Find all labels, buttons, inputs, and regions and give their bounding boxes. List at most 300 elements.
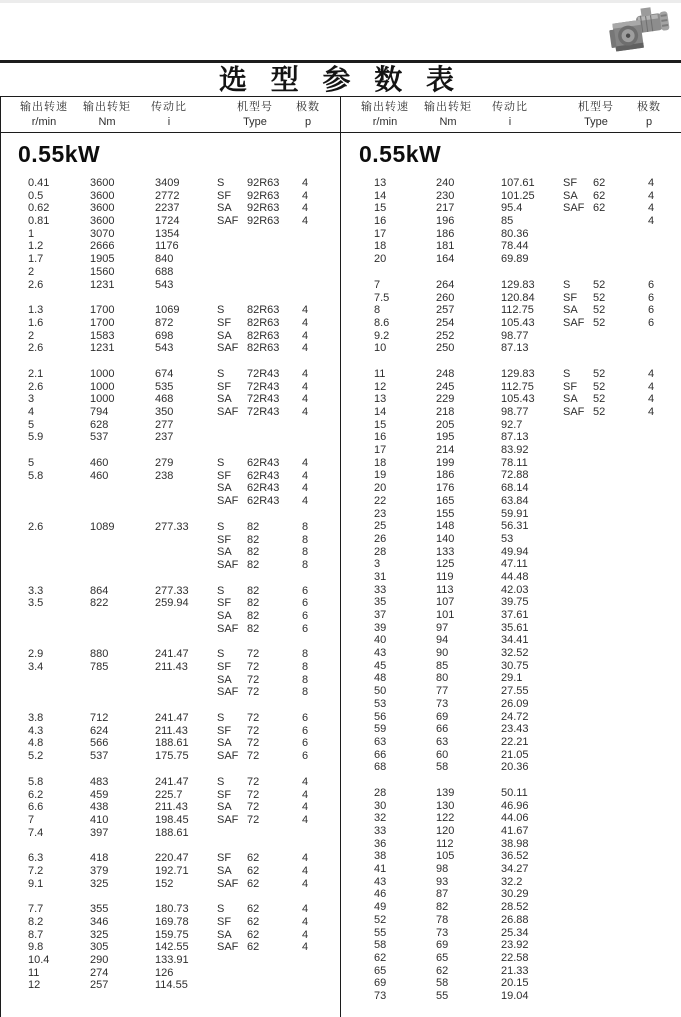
cell-speed: 5.2 <box>28 750 44 763</box>
cell-prefix <box>563 342 593 355</box>
cell-size <box>593 469 648 482</box>
table-row <box>341 749 681 762</box>
cell-speed: 30 <box>374 799 387 812</box>
cell-ratio: 2772 <box>155 189 180 202</box>
col-unit: r/min <box>31 116 57 128</box>
table-half-right <box>341 133 681 1017</box>
cell-ratio: 78.44 <box>501 240 529 253</box>
cell-size: 72 <box>247 788 260 801</box>
cell-torque: 3600 <box>90 202 115 215</box>
page-title: 选 型 参 数 表 <box>218 64 463 95</box>
cell-poles: 4 <box>302 393 309 406</box>
cell-prefix <box>563 888 593 901</box>
cell-speed <box>28 482 90 495</box>
cell-torque: 410 <box>90 813 109 826</box>
cell-prefix <box>563 749 593 762</box>
cell-speed <box>28 559 90 572</box>
cell-poles <box>648 939 668 952</box>
cell-torque: 346 <box>90 916 109 928</box>
table-row <box>341 457 681 470</box>
cell-ratio: 468 <box>155 393 174 406</box>
row-group <box>341 177 681 266</box>
cell-prefix <box>217 240 247 253</box>
cell-poles <box>302 240 322 253</box>
table-row <box>341 736 681 749</box>
cell-ratio: 38.98 <box>501 837 529 850</box>
row-group <box>0 712 341 763</box>
cell-size: 92R63 <box>247 215 280 228</box>
cell-poles <box>648 444 668 457</box>
cell-poles: 8 <box>302 673 309 686</box>
cell-size <box>247 279 302 292</box>
cell-prefix: SF <box>217 916 232 928</box>
cell-prefix: SF <box>217 469 232 482</box>
cell-speed: 20 <box>374 253 387 266</box>
cell-torque: 112 <box>436 837 454 850</box>
table-row <box>341 914 681 927</box>
cell-speed: 0.41 <box>28 177 50 189</box>
table-row <box>341 672 681 685</box>
cell-prefix <box>563 571 593 584</box>
cell-poles: 4 <box>648 202 655 215</box>
cell-prefix <box>563 330 593 343</box>
cell-ratio: 23.92 <box>501 939 529 952</box>
cell-ratio <box>155 495 217 508</box>
cell-poles <box>648 825 668 838</box>
cell-prefix <box>563 698 593 711</box>
cell-size: 72 <box>247 661 260 673</box>
cell-size: 62 <box>247 903 260 916</box>
cell-poles: 4 <box>302 852 309 865</box>
table-row <box>0 393 341 406</box>
cell-speed: 13 <box>374 393 387 406</box>
cell-prefix: SA <box>217 482 232 495</box>
cell-speed: 0.81 <box>28 215 50 228</box>
cell-ratio: 46.96 <box>501 799 529 812</box>
cell-poles: 4 <box>302 304 309 317</box>
cell-speed: 2.6 <box>28 342 44 355</box>
table-row <box>0 725 341 738</box>
cell-poles <box>648 952 668 965</box>
table-row <box>341 901 681 914</box>
cell-size <box>593 914 648 927</box>
table-row <box>341 368 681 381</box>
col-unit: i <box>508 116 512 128</box>
cell-speed: 59 <box>374 723 387 736</box>
cell-speed <box>28 623 90 636</box>
cell-poles <box>648 584 668 597</box>
cell-torque <box>90 686 155 699</box>
table-row <box>341 240 681 253</box>
cell-size <box>593 685 648 698</box>
cell-size: 82R63 <box>247 342 280 355</box>
cell-prefix <box>563 215 593 228</box>
cell-size: 82 <box>247 546 260 559</box>
cell-size <box>247 979 302 992</box>
cell-poles <box>302 228 322 241</box>
cell-ratio: 188.61 <box>155 826 189 839</box>
cell-prefix <box>217 979 247 992</box>
cell-ratio: 241.47 <box>155 648 189 661</box>
cell-prefix: SAF <box>217 215 239 228</box>
row-group <box>0 903 341 992</box>
cell-prefix: SF <box>217 661 232 673</box>
cell-size: 72 <box>247 673 260 686</box>
cell-size: 72 <box>247 712 260 725</box>
cell-poles <box>648 863 668 876</box>
table-row <box>341 660 681 673</box>
row-group <box>0 177 341 291</box>
cell-torque: 93 <box>436 875 449 888</box>
cell-torque: 133 <box>436 545 455 558</box>
cell-torque: 822 <box>90 597 109 610</box>
cell-torque: 139 <box>436 786 455 799</box>
cell-torque: 3070 <box>90 227 115 240</box>
cell-torque: 240 <box>436 177 455 189</box>
cell-ratio: 142.55 <box>155 941 189 954</box>
cell-size: 52 <box>593 380 606 393</box>
cell-speed: 43 <box>374 647 387 660</box>
cell-torque: 101 <box>436 609 455 621</box>
cell-poles <box>648 571 668 584</box>
cell-torque: 325 <box>90 928 109 941</box>
cell-torque: 566 <box>90 737 109 750</box>
cell-prefix: SAF <box>217 622 239 635</box>
cell-torque: 355 <box>90 903 109 916</box>
table-row <box>341 952 681 965</box>
cell-speed: 4 <box>28 406 35 418</box>
cell-ratio: 44.48 <box>501 570 529 583</box>
table-row <box>341 939 681 952</box>
cell-size: 52 <box>593 393 606 406</box>
cell-speed <box>28 610 90 623</box>
cell-poles: 4 <box>302 813 309 826</box>
cell-size: 92R63 <box>247 202 280 215</box>
cell-prefix: SAF <box>563 202 585 215</box>
cell-ratio <box>155 610 217 623</box>
cell-ratio: 22.21 <box>501 735 529 748</box>
cell-prefix: S <box>217 712 225 725</box>
cell-prefix: SAF <box>217 495 239 508</box>
cell-torque: 119 <box>436 570 454 583</box>
cell-size <box>247 827 302 840</box>
table-row <box>0 534 341 547</box>
cell-ratio: 22.58 <box>501 951 529 964</box>
cell-prefix: SF <box>563 291 578 304</box>
cell-torque: 1700 <box>90 304 115 317</box>
cell-torque: 87 <box>436 888 449 901</box>
cell-poles: 8 <box>302 546 309 559</box>
cell-speed: 63 <box>374 735 387 748</box>
cell-torque: 264 <box>436 278 455 291</box>
cell-torque: 1231 <box>90 342 115 355</box>
cell-poles: 8 <box>302 558 309 571</box>
cell-speed: 7.7 <box>28 903 44 916</box>
cell-torque: 1231 <box>90 278 115 291</box>
cell-size <box>593 571 648 584</box>
cell-torque: 69 <box>436 939 449 952</box>
cell-poles: 8 <box>302 661 309 673</box>
cell-prefix: S <box>217 903 225 916</box>
data-blocks-right <box>341 177 681 1016</box>
cell-size: 72 <box>247 648 260 661</box>
cell-ratio <box>155 674 217 687</box>
cell-torque: 80 <box>436 672 449 685</box>
cell-torque: 90 <box>436 647 449 660</box>
cell-speed: 15 <box>374 418 387 431</box>
cell-size: 52 <box>593 278 606 291</box>
cell-ratio: 69.89 <box>501 253 529 266</box>
cell-ratio: 27.55 <box>501 685 529 698</box>
cell-size <box>593 660 648 673</box>
cell-size: 52 <box>593 367 606 380</box>
cell-ratio: 188.61 <box>155 737 189 750</box>
cell-ratio: 114.55 <box>155 979 188 992</box>
cell-ratio: 87.13 <box>501 431 529 444</box>
cell-prefix: S <box>217 367 225 380</box>
cell-prefix <box>563 546 593 559</box>
cell-prefix: SF <box>563 177 578 189</box>
cell-size <box>593 850 648 863</box>
cell-speed: 2.9 <box>28 648 44 661</box>
table-row <box>0 776 341 789</box>
cell-size <box>593 927 648 940</box>
cell-speed: 22 <box>374 494 387 507</box>
cell-ratio: 698 <box>155 329 174 342</box>
cell-ratio: 129.83 <box>501 278 535 291</box>
table-row <box>341 520 681 533</box>
table-row <box>0 941 341 954</box>
cell-prefix <box>563 482 593 495</box>
cell-torque: 248 <box>436 367 455 380</box>
cell-prefix <box>563 685 593 698</box>
cell-speed: 39 <box>374 621 387 634</box>
cell-poles: 6 <box>302 724 309 737</box>
cell-speed: 3.4 <box>28 661 44 673</box>
col-label: 机型号 <box>237 101 273 113</box>
cell-ratio: 37.61 <box>501 609 529 621</box>
cell-poles <box>648 990 668 1003</box>
cell-size: 72 <box>247 724 260 737</box>
cell-ratio: 20.15 <box>501 977 529 990</box>
cell-prefix <box>563 965 593 978</box>
cell-speed: 45 <box>374 659 387 672</box>
cell-speed: 16 <box>374 215 387 228</box>
table-row <box>0 482 341 495</box>
col-unit: p <box>645 116 653 128</box>
cell-poles <box>648 914 668 927</box>
cell-ratio: 28.52 <box>501 901 529 914</box>
col-unit: Nm <box>98 116 116 128</box>
cell-torque: 459 <box>90 788 109 801</box>
cell-ratio: 688 <box>155 265 174 278</box>
table-row <box>0 865 341 878</box>
cell-torque: 186 <box>436 469 455 482</box>
cell-torque: 125 <box>436 558 455 571</box>
cell-ratio: 241.47 <box>155 775 189 788</box>
cell-poles <box>648 787 668 800</box>
cell-poles: 4 <box>302 406 309 418</box>
cell-prefix: S <box>563 367 571 380</box>
cell-prefix: SA <box>563 304 578 317</box>
cell-torque: 290 <box>90 954 109 967</box>
cell-prefix: SF <box>217 189 232 202</box>
cell-speed: 12 <box>28 979 41 992</box>
table-row <box>0 342 341 355</box>
table-row <box>341 330 681 343</box>
cell-size: 72 <box>247 686 260 699</box>
cell-ratio: 159.75 <box>155 928 189 941</box>
cell-ratio: 78.11 <box>501 456 528 469</box>
cell-ratio: 47.11 <box>501 558 528 571</box>
cell-poles <box>648 672 668 685</box>
table-row <box>341 850 681 863</box>
cell-speed: 2 <box>28 265 35 278</box>
cell-poles <box>648 596 668 609</box>
cell-ratio: 53 <box>501 532 514 545</box>
cell-speed: 2.6 <box>28 520 44 533</box>
cell-ratio: 211.43 <box>155 724 188 737</box>
cell-size: 52 <box>593 316 606 329</box>
table-row <box>341 469 681 482</box>
table-row <box>341 685 681 698</box>
cell-speed: 68 <box>374 761 387 774</box>
cell-ratio <box>155 534 217 547</box>
col-unit: Nm <box>439 116 457 128</box>
cell-ratio: 36.52 <box>501 850 529 863</box>
cell-ratio: 120.84 <box>501 291 535 304</box>
cell-size <box>247 967 302 980</box>
cell-torque: 107 <box>436 596 455 609</box>
cell-size <box>593 457 648 470</box>
table-row <box>0 750 341 763</box>
cell-size: 82 <box>247 609 260 622</box>
cell-poles: 4 <box>648 177 655 189</box>
cell-prefix: SF <box>563 380 578 393</box>
cell-ratio: 3409 <box>155 177 180 189</box>
cell-torque: 199 <box>436 456 455 469</box>
cell-poles: 4 <box>302 380 309 393</box>
cell-ratio: 126 <box>155 966 174 979</box>
cell-size: 62 <box>247 928 260 941</box>
table-row <box>341 558 681 571</box>
cell-poles <box>648 508 668 521</box>
cell-speed: 14 <box>374 189 387 202</box>
cell-ratio: 277 <box>155 418 174 431</box>
cell-prefix <box>563 901 593 914</box>
cell-size <box>247 240 302 253</box>
cell-speed: 17 <box>374 444 387 457</box>
cell-prefix <box>563 927 593 940</box>
row-group <box>0 776 341 839</box>
cell-torque <box>90 534 155 547</box>
cell-poles: 8 <box>302 520 309 533</box>
cell-poles <box>302 954 322 967</box>
table-row <box>341 634 681 647</box>
cell-speed: 1.2 <box>28 240 44 253</box>
cell-poles <box>648 457 668 470</box>
cell-speed: 38 <box>374 850 387 863</box>
table-row <box>341 622 681 635</box>
cell-prefix: SF <box>217 533 232 546</box>
table-row <box>0 585 341 598</box>
cell-speed: 3.8 <box>28 712 44 725</box>
cell-size: 72 <box>247 775 260 788</box>
table-row <box>341 202 681 215</box>
table-row <box>341 342 681 355</box>
cell-speed: 4.8 <box>28 737 44 750</box>
cell-speed: 6.2 <box>28 788 44 801</box>
cell-prefix <box>563 228 593 241</box>
cell-torque: 82 <box>436 901 449 914</box>
cell-ratio: 241.47 <box>155 712 189 725</box>
cell-poles <box>648 660 668 673</box>
cell-poles <box>302 431 322 444</box>
cell-speed: 7 <box>28 813 35 826</box>
table-row <box>0 852 341 865</box>
cell-prefix: S <box>217 304 225 317</box>
cell-ratio: 34.41 <box>501 634 529 647</box>
cell-prefix <box>217 954 247 967</box>
cell-size: 82 <box>247 520 260 533</box>
cell-ratio: 92.7 <box>501 418 523 431</box>
cell-ratio: 30.75 <box>501 659 529 672</box>
cell-size <box>593 431 648 444</box>
cell-poles: 6 <box>302 712 309 725</box>
cell-ratio: 32.52 <box>501 647 529 660</box>
cell-ratio: 133.91 <box>155 954 189 967</box>
cell-torque: 880 <box>90 648 109 661</box>
cell-ratio <box>155 559 217 572</box>
cell-ratio: 180.73 <box>155 903 189 916</box>
table-row <box>0 623 341 636</box>
cell-prefix <box>563 723 593 736</box>
cell-prefix <box>563 838 593 851</box>
cell-size: 82R63 <box>247 304 280 317</box>
row-group <box>341 279 681 355</box>
cell-speed: 33 <box>374 825 387 837</box>
cell-torque: 62 <box>436 964 449 977</box>
cell-ratio: 30.29 <box>501 888 529 901</box>
cell-poles: 6 <box>302 597 309 610</box>
cell-size <box>593 787 648 800</box>
cell-speed: 36 <box>374 837 387 850</box>
cell-poles: 4 <box>648 215 655 228</box>
table-row <box>341 888 681 901</box>
cell-ratio: 1354 <box>155 227 180 240</box>
cell-prefix <box>563 584 593 597</box>
table-row <box>341 584 681 597</box>
cell-size: 72 <box>247 813 260 826</box>
cell-torque: 176 <box>436 482 455 495</box>
cell-prefix: S <box>217 775 225 788</box>
table-row <box>0 368 341 381</box>
cell-speed: 26 <box>374 532 387 545</box>
cell-speed: 3.3 <box>28 584 44 597</box>
cell-size: 82 <box>247 597 260 610</box>
cell-ratio: 175.75 <box>155 750 189 763</box>
cell-prefix <box>563 444 593 457</box>
cell-size: 82 <box>247 558 260 571</box>
cell-speed: 9.8 <box>28 941 44 954</box>
cell-prefix <box>563 952 593 965</box>
cell-poles: 4 <box>302 367 309 380</box>
cell-prefix: SAF <box>217 750 239 763</box>
cell-poles <box>648 647 668 660</box>
cell-poles <box>648 330 668 343</box>
table-row <box>341 533 681 546</box>
cell-size: 72 <box>247 750 260 763</box>
